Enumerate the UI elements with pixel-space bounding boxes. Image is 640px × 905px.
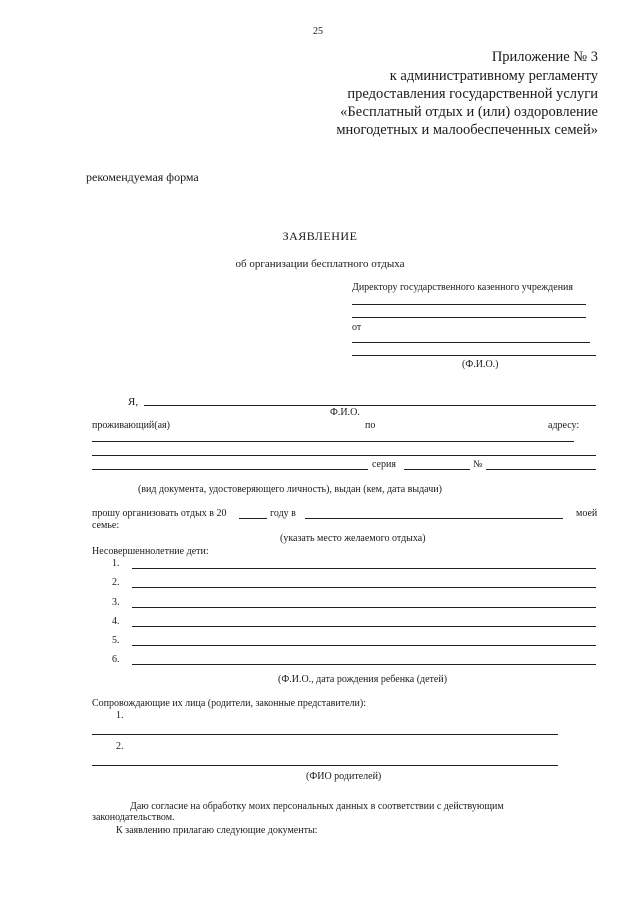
- appendix-line-4: «Бесплатный отдых и (или) оздоровление: [340, 104, 598, 120]
- child-line-6: [132, 664, 596, 665]
- form-note: рекомендуемая форма: [86, 170, 199, 184]
- escort-line-1: [92, 734, 558, 735]
- attachments-label: К заявлению прилагаю следующие документы:: [116, 825, 318, 836]
- page-number: 25: [313, 26, 323, 37]
- request-text-a: прошу организовать отдых в 20: [92, 508, 227, 519]
- addressee-line-1: [352, 304, 586, 305]
- children-caption: (Ф.И.О., дата рождения ребенка (детей): [278, 674, 448, 685]
- number-label: №: [473, 459, 483, 470]
- escort-number-2: 2.: [116, 741, 124, 752]
- addressee-line-4: [352, 355, 596, 356]
- appendix-line-2: к административному регламенту: [389, 68, 598, 84]
- applicant-fio-caption: Ф.И.О.: [330, 407, 360, 418]
- request-text-b: году в: [270, 508, 296, 519]
- child-line-2: [132, 587, 596, 588]
- applicant-i-label: Я,: [128, 396, 139, 408]
- child-line-3: [132, 607, 596, 608]
- children-label: Несовершеннолетние дети:: [92, 546, 209, 557]
- address-label: адресу:: [548, 420, 580, 431]
- at-label: по: [365, 420, 376, 431]
- child-number-5: 5.: [112, 635, 120, 646]
- residing-label: проживающий(ая): [92, 420, 170, 431]
- appendix-line-5: многодетных и малообеспеченных семей»: [336, 122, 598, 138]
- series-label: серия: [372, 459, 396, 470]
- appendix-line-1: Приложение № 3: [491, 49, 598, 65]
- series-line: [404, 469, 470, 470]
- child-number-1: 1.: [112, 558, 120, 569]
- request-year-line: [239, 518, 267, 519]
- request-my: моей: [576, 508, 598, 519]
- child-number-6: 6.: [112, 654, 120, 665]
- address-line-1: [92, 441, 574, 442]
- escorts-caption: (ФИО родителей): [306, 771, 382, 782]
- child-line-5: [132, 645, 596, 646]
- request-place-line: [305, 518, 563, 519]
- request-family: семье:: [92, 520, 120, 531]
- addressee-line-3: [352, 342, 590, 343]
- addressee-fio-caption: (Ф.И.О.): [462, 359, 499, 370]
- escort-line-2: [92, 765, 558, 766]
- escort-number-1: 1.: [116, 710, 124, 721]
- applicant-fio-line: [144, 405, 596, 406]
- addressee-line-2: [352, 317, 586, 318]
- document-subtitle: об организации бесплатного отдыха: [235, 258, 405, 270]
- child-number-3: 3.: [112, 597, 120, 608]
- number-line: [486, 469, 596, 470]
- consent-line-1: Даю согласие на обработку моих персональных данных в соответствии с действующим: [130, 801, 504, 812]
- child-number-4: 4.: [112, 616, 120, 627]
- addressee-from-label: от: [352, 322, 362, 333]
- child-line-1: [132, 568, 596, 569]
- addressee-to-label: Директору государственного казенного учреждения: [352, 282, 574, 293]
- address-line-3: [92, 469, 368, 470]
- address-line-2: [92, 455, 596, 456]
- child-number-2: 2.: [112, 577, 120, 588]
- escorts-label: Сопровождающие их лица (родители, законные представители):: [92, 698, 366, 709]
- appendix-line-3: предоставления государственной услуги: [347, 86, 598, 102]
- document-title: ЗАЯВЛЕНИЕ: [282, 229, 358, 243]
- request-place-caption: (указать место желаемого отдыха): [280, 533, 426, 544]
- document-caption: (вид документа, удостоверяющего личность), выдан (кем, дата выдачи): [138, 484, 442, 495]
- consent-line-2: законодательством.: [92, 812, 175, 823]
- child-line-4: [132, 626, 596, 627]
